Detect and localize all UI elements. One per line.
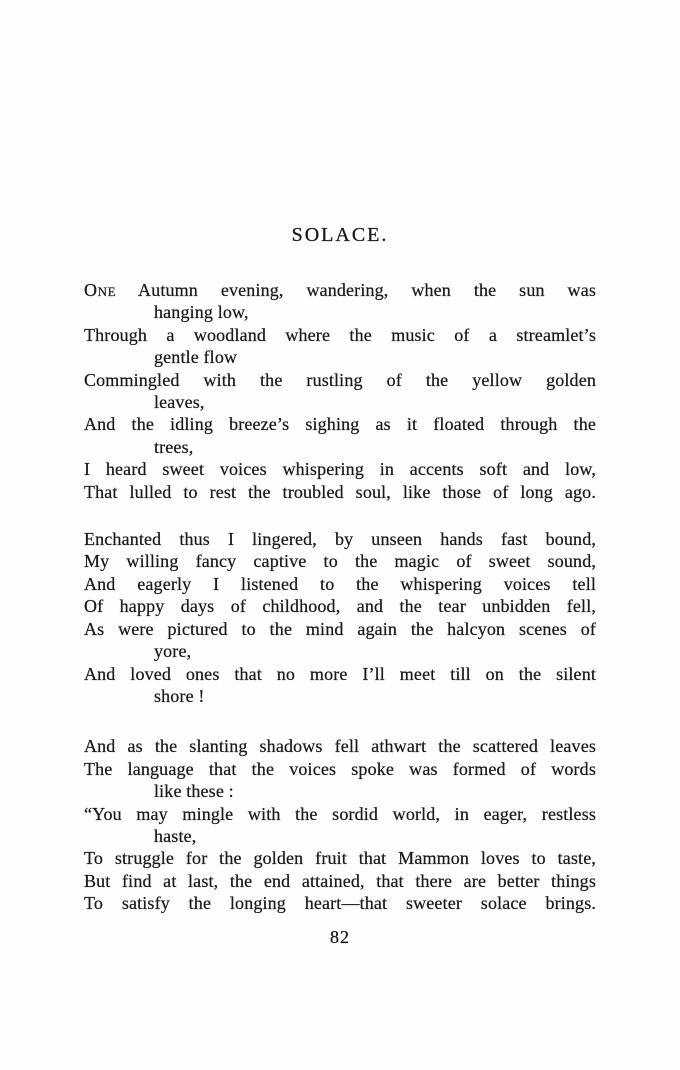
poem-line-continuation: gentle flow [154,347,238,368]
poem-line-continuation: haste, [154,825,197,846]
stanza-3 [84,735,596,914]
poem-line: But find at last, the end attained, that there are better things [84,870,596,891]
poem-line-continuation: trees, [154,436,194,457]
poem-line: And as the slanting shadows fell athwart the scattered leaves [84,736,596,757]
lead-word-small-caps: One [84,280,117,300]
poem-line-continuation: shore ! [154,685,205,706]
poem-line: “You may mingle with the sordid world, in eager, restless [84,803,596,824]
poem-line: Commingled with the rustling of the yellow golden [84,369,596,390]
poem-line: The language that the voices spoke was formed of words [84,758,596,779]
poem-line: To struggle for the golden fruit that Mammon loves to taste, [84,848,596,869]
poem-line-continuation: leaves, [154,392,205,413]
text-column [84,0,596,949]
poem-line: And the idling breeze’s sighing as it floated through the [84,414,596,435]
poem-line: Enchanted thus I lingered, by unseen hands fast bound, [84,529,596,550]
stanza-1 [84,279,596,503]
poem-line: My willing fancy captive to the magic of sweet sound, [84,551,596,572]
poem-line: I heard sweet voices whispering in accents soft and low, [84,459,596,480]
page-number: 82 [330,926,350,947]
poem-line: And loved ones that no more I’ll meet till on the silent [84,663,596,684]
poem-line: That lulled to rest the troubled soul, like those of long ago. [84,481,596,502]
poem-line: As were pictured to the mind again the halcyon scenes of [84,618,596,639]
poem-line-continuation: like these : [154,781,234,802]
poem-line-continuation: yore, [154,641,192,662]
poem-line: And eagerly I listened to the whispering voices tell [84,573,596,594]
poem-line: Of happy days of childhood, and the tear unbidden fell, [84,596,596,617]
poem-line [84,279,596,301]
poem-line: To satisfy the longing heart—that sweeter solace brings. [84,893,596,914]
poem-line-text: Autumn evening, wandering, when the sun was [116,280,596,300]
stanza-2 [84,528,596,707]
poem-line-continuation: hanging low, [154,302,249,323]
poem-title: SOLACE. [291,224,389,246]
poem-line: Through a woodland where the music of a streamlet’s [84,324,596,345]
